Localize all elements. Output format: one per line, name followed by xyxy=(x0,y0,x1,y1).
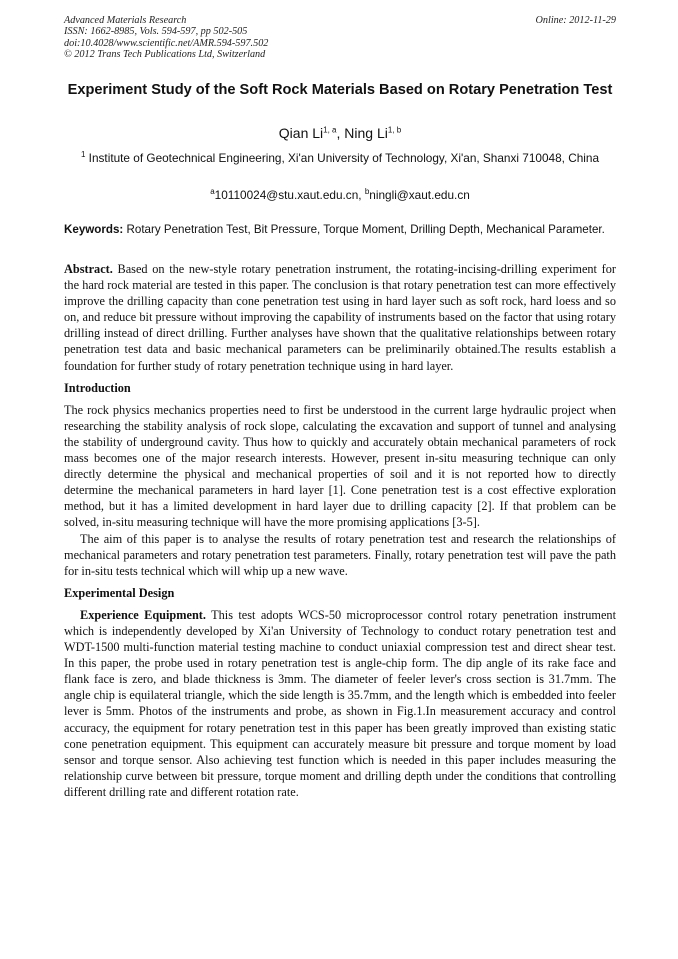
section-heading: Introduction xyxy=(64,380,131,395)
email-link[interactable]: 10110024@stu.xaut.edu.cn, xyxy=(214,188,365,202)
email-mark: a xyxy=(210,187,215,197)
online-date: Online: 2012-11-29 xyxy=(535,15,616,26)
journal-doi: doi:10.4028/www.scientific.net/AMR.594-597.502 xyxy=(64,37,269,49)
affiliation-text: Institute of Geotechnical Engineering, Xi'an University of Technology, Xi'an, Shanxi 710048, China xyxy=(85,151,600,165)
abstract-text: Based on the new-style rotary penetration instrument, the rotating-incising-drilling experiment for the hard rock material are tested in this paper. The conclusion is that rotary penetration test can more effectively improve the drilling capacity than cone penetration test using in hard layer such as soft rock, hard loess and so on, and reduce bit pressure without improving the capability of instruments based on the factor that using rotary drilling instead of direct drilling. Further analyses have shown that the qualitative relationships between rotary penetration test data and basic mechanical parameters can be preliminarily obtained.The results establish a foundation for further study of rotary penetration technique using in hard layer. xyxy=(64,262,616,373)
journal-name: Advanced Materials Research xyxy=(64,15,187,26)
abstract-label: Abstract. xyxy=(64,262,113,276)
keywords-text: Rotary Penetration Test, Bit Pressure, Torque Moment, Drilling Depth, Mechanical Parameter. xyxy=(123,223,605,236)
paper-title: Experiment Study of the Soft Rock Materials Based on Rotary Penetration Test xyxy=(67,82,613,98)
author-line xyxy=(64,124,616,142)
author-separator: , xyxy=(336,125,345,141)
journal-copyright: © 2012 Trans Tech Publications Ltd, Switzerland xyxy=(64,49,266,61)
paper-body xyxy=(64,261,616,800)
email-mark: b xyxy=(364,187,370,197)
affiliation-mark: 1 xyxy=(80,150,86,160)
section-heading: Experimental Design xyxy=(64,585,175,600)
abstract xyxy=(64,261,616,374)
author-affil-mark: 1, b xyxy=(387,125,402,135)
email-link[interactable]: ningli@xaut.edu.cn xyxy=(369,188,470,202)
email-line xyxy=(64,188,616,203)
author-name: Ning Li xyxy=(344,125,388,141)
subsection-label: Experience Equipment. xyxy=(80,607,206,622)
paragraph-text: This test adopts WCS-50 microprocessor control rotary penetration instrument which is independently developed by Xi'an University of Technology to conduct rotary penetration test and WDT-1500 multi-function material testing machine to conduct uniaxial compression test and direct shear test. In this paper, the probe used in rotary penetration test is angle-chip form. The dip angle of its rake face and flank face is zero, and blade thickness is 3mm. The diameter of feeler lever's cross section is 31.7mm. The angle chip is equilateral triangle, which the side length is 35.7mm, and the length which is embedded into feeler lever is 5mm. Photos of the instruments and probe, as shown in Fig.1.In measurement accuracy and control accuracy, the equipment for rotary penetration test in this paper has been greatly improved than existing static cone penetration equipment. This equipment can accurately measure bit pressure and torque moment by load sensor and torque sensor. Also achieving test function which is needed in this paper includes measuring the relationship curve between bit pressure, torque moment and drilling depth under the conditions that controlling different drilling rate and different rotation rate. xyxy=(64,607,616,799)
journal-issn: ISSN: 1662-8985, Vols. 594-597, pp 502-505 xyxy=(64,26,248,38)
journal-header xyxy=(64,15,616,61)
keywords-label: Keywords: xyxy=(64,223,124,236)
paragraph: The aim of this paper is to analyse the results of rotary penetration test and research the relationships of mechanical parameters and rotary penetration test parameters. Finally, rotary penetration test will pave the path for in-situ tests technical which will whip up a new wave. xyxy=(64,531,616,578)
keywords xyxy=(64,223,616,238)
author-affil-mark: 1, a xyxy=(323,125,337,135)
affiliation xyxy=(64,150,616,167)
paragraph xyxy=(64,607,616,800)
paragraph: The rock physics mechanics properties need to first be understood in the current large hydraulic project when researching the stability analysis of rock slope, calculating the excavation and support of tunnel and analysing the stability of underground cavity. Thus how to quickly and accurately obtain mechanical parameters of rock mass becomes one of the major research interests. However, present in-situ measuring technique can only directly determine the physical and mechanical properties of soil and it is not reported how to directly determine the mechanical parameters in hard layer [1]. Cone penetration test is a cost effective exploration method, but it has a limited development in hard layer due to drilling capacity [2]. If that problem can be solved, in-situ measuring technique will have the more promising applications [3-5]. xyxy=(64,402,616,530)
author-name: Qian Li xyxy=(278,125,324,141)
